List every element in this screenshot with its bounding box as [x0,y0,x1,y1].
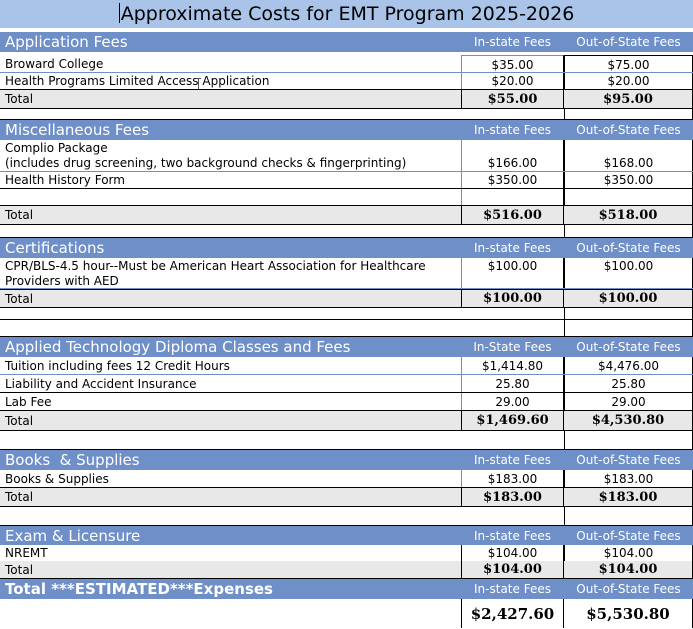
in-state-column-header: In-state Fees [474,529,551,543]
spacer-row [0,430,693,450]
out-of-state-column-header: Out-of-State Fees [576,241,681,255]
item-label: Tuition including fees 12 Credit Hours [5,359,230,373]
grand-total-header [0,579,693,599]
in-state-value: $20.00 [461,73,564,89]
item-label: Health History Form [5,173,125,187]
table-row [0,172,693,189]
item-label: Liability and Accident Insurance [5,377,197,391]
table-row [0,55,693,73]
spacer-row [0,224,693,238]
total-row [0,410,693,431]
out-of-state-column-header: Out-of-State Fees [576,123,681,137]
out-of-state-value: $168.00 [564,140,693,171]
in-state-value: $35.00 [461,55,564,72]
in-state-grand-total: $2,427.60 [461,599,564,628]
out-of-state-total: $518.00 [564,206,693,224]
out-of-state-value: $75.00 [564,55,693,72]
section-header-applied-technology [0,337,693,357]
out-of-state-column-header: Out-of-State Fees [576,35,681,49]
out-of-state-grand-total: $5,530.80 [564,599,693,628]
item-label: NREMT [5,546,48,560]
section-title: Certifications [5,239,105,257]
out-of-state-value: $350.00 [564,172,693,188]
in-state-column-header: In-state Fees [474,241,551,255]
item-label: Health Programs Limited Access Application [5,74,270,88]
out-of-state-value: 29.00 [564,393,693,410]
in-state-column-header: In-State Fees [473,340,552,354]
total-label: Total [5,292,34,306]
out-of-state-column-header: Out-of-State Fees [576,453,681,467]
total-label: Total [5,92,34,106]
in-state-total: $1,469.60 [461,411,564,430]
out-of-state-total: $4,530.80 [564,411,693,430]
section-header-certifications [0,238,693,258]
out-of-state-value: $183.00 [564,470,693,487]
item-label: Lab Fee [5,395,52,409]
in-state-value: $183.00 [461,470,564,487]
in-state-total: $516.00 [461,206,564,224]
out-of-state-total: $100.00 [564,290,693,307]
item-label: Complio Package [5,141,108,155]
in-state-value: $100.00 [461,258,564,288]
section-header-exam-licensure [0,526,693,545]
in-state-column-header: In-state Fees [474,453,551,467]
empty-row [0,189,693,206]
in-state-value: 29.00 [461,393,564,410]
out-of-state-value: 25.80 [564,375,693,392]
out-of-state-value: $100.00 [564,258,693,288]
in-state-value: $1,414.80 [461,357,564,374]
spacer-row [0,307,693,320]
in-state-value: $350.00 [461,172,564,188]
total-row [0,289,693,308]
item-label: CPR/BLS-4.5 hour--Must be American Heart Association for Healthcare [5,259,426,273]
item-label: Broward College [5,57,104,71]
section-header-miscellaneous-fees [0,120,693,140]
out-of-state-column-header: Out-of-State Fees [576,582,681,596]
section-title: Books & Supplies [5,451,140,469]
out-of-state-value: $104.00 [564,545,693,561]
section-title: Miscellaneous Fees [5,121,150,139]
table-row [0,140,693,172]
item-label: Books & Supplies [5,472,109,486]
in-state-value: $166.00 [461,140,564,171]
table-row [0,73,693,89]
out-of-state-total: $183.00 [564,488,693,506]
page-title: Approximate Costs for EMT Program 2025-2026 [0,0,693,28]
total-row [0,487,693,507]
spacer-row [0,108,693,120]
total-label: Total [5,490,34,504]
out-of-state-value: $20.00 [564,73,693,89]
out-of-state-column-header: Out-of-State Fees [576,529,681,543]
in-state-column-header: In-state Fees [474,123,551,137]
grand-total-title: Total ***ESTIMATED***Expenses [5,580,273,598]
section-title: Application Fees [5,33,128,51]
in-state-value: 25.80 [461,375,564,392]
table-row [0,375,693,393]
in-state-total: $55.00 [461,90,564,108]
table-row [0,258,693,289]
out-of-state-value: $4,476.00 [564,357,693,374]
in-state-total: $183.00 [461,488,564,506]
in-state-total: $100.00 [461,290,564,307]
out-of-state-total: $95.00 [564,90,693,108]
item-label-detail: Providers with AED [5,274,119,288]
in-state-total: $104.00 [461,561,564,578]
total-row [0,205,693,225]
table-row [0,470,693,488]
in-state-column-header: In-state Fees [474,582,551,596]
table-row [0,357,693,375]
section-header-application-fees [0,32,693,52]
grand-total-row [0,599,693,628]
in-state-value: $104.00 [461,545,564,561]
total-label: Total [5,208,34,222]
section-header-books-supplies [0,450,693,470]
section-title: Exam & Licensure [5,527,141,545]
out-of-state-total: $104.00 [564,561,693,578]
spacer-row [0,320,693,337]
table-row [0,545,693,562]
total-label: Total [5,563,34,577]
item-label-detail: (includes drug screening, two background checks & fingerprinting) [5,156,407,170]
section-title: Applied Technology Diploma Classes and Fees [5,338,351,356]
in-state-column-header: In-state Fees [474,35,551,49]
table-row [0,393,693,410]
total-row [0,561,693,579]
text-cursor [119,3,120,23]
total-row [0,89,693,109]
out-of-state-column-header: Out-of-State Fees [576,340,681,354]
spacer-row [0,506,693,526]
total-label: Total [5,414,34,428]
